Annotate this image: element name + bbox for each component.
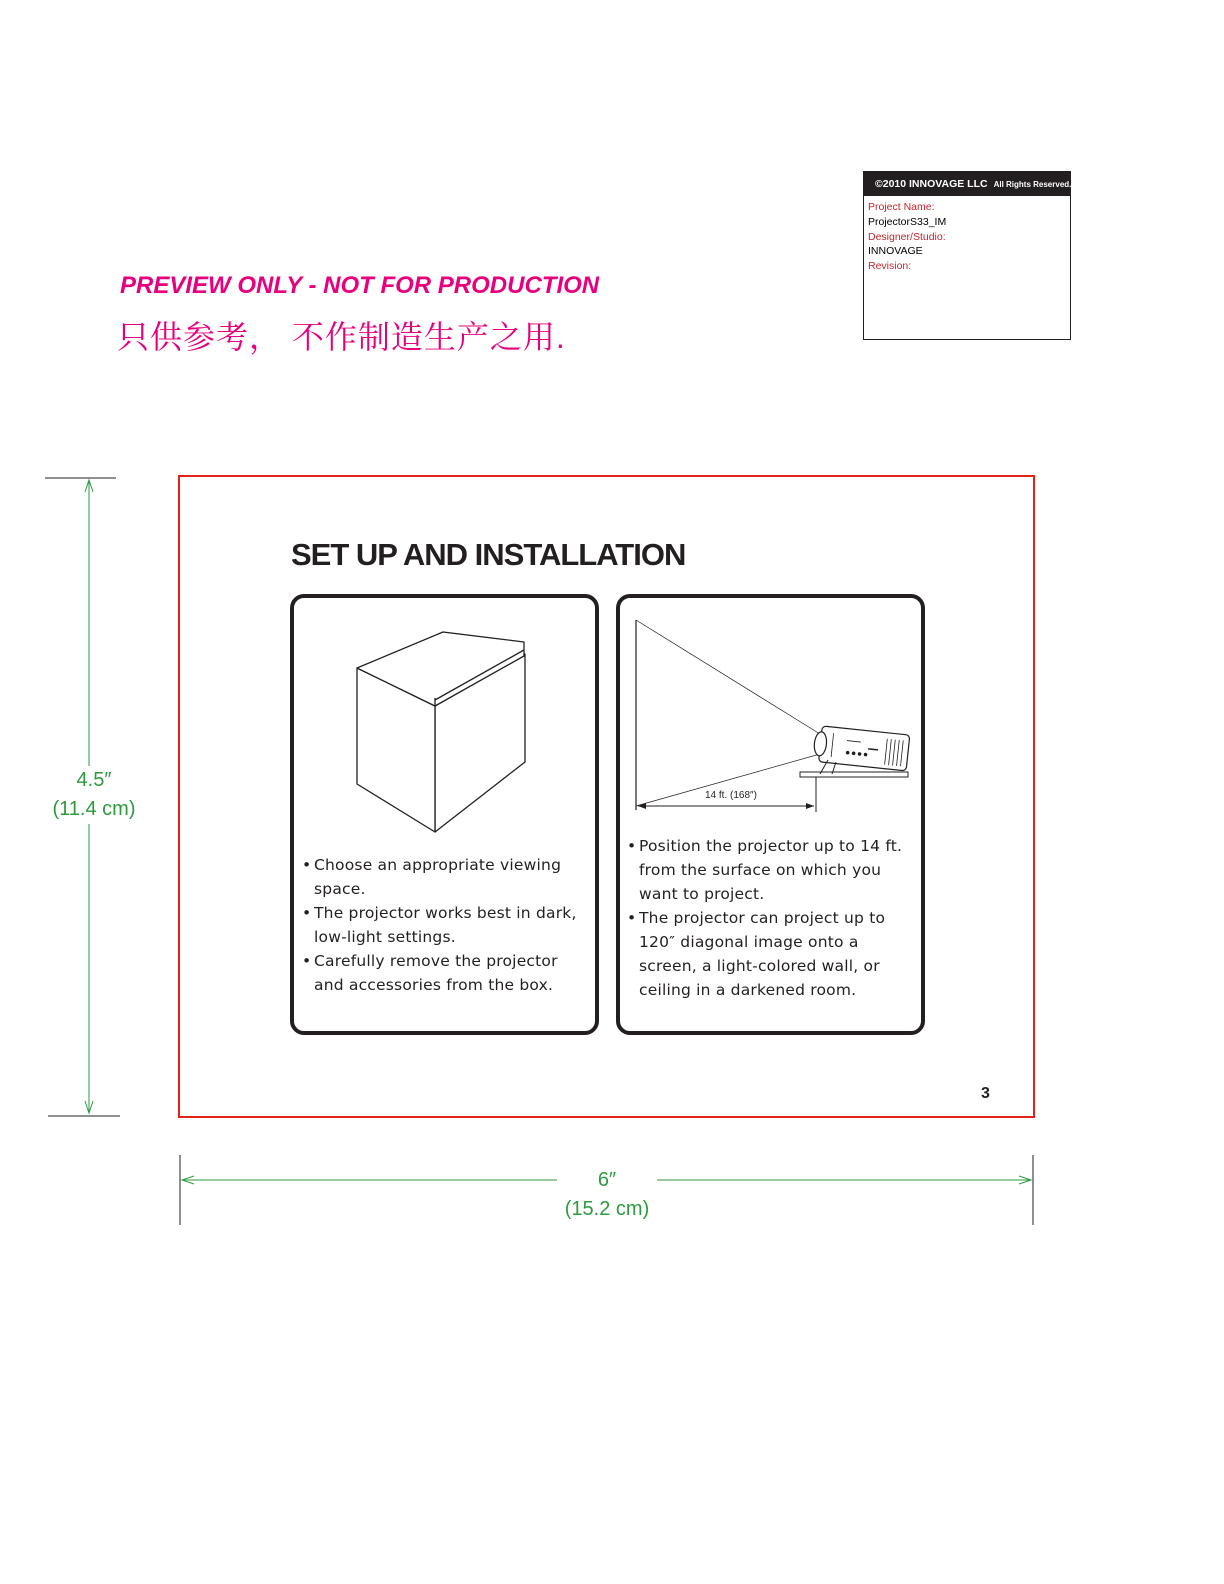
info-box-header bbox=[864, 172, 1070, 196]
revision-label: Revision: bbox=[868, 260, 912, 273]
page-number: 3 bbox=[981, 1085, 990, 1102]
height-inches: 4.5″ bbox=[76, 769, 112, 791]
designer-label: Designer/Studio: bbox=[868, 230, 946, 243]
projection-diagram bbox=[620, 612, 920, 812]
left-bullet-3: • Carefully remove the projector and accessories from the box. bbox=[302, 949, 592, 997]
project-name-label: Project Name: bbox=[868, 201, 935, 213]
right-bullet-1: • Position the projector up to 14 ft. from the surface on which you want to project. bbox=[627, 834, 919, 906]
width-inches: 6″ bbox=[597, 1169, 617, 1191]
preview-warning-chinese: 只供参考， 不作制造生产之用. bbox=[117, 319, 566, 355]
distance-label: 14 ft. (168″) bbox=[705, 790, 757, 801]
project-info-box bbox=[863, 171, 1071, 340]
right-bullet-2: • The projector can project up to 120″ diagonal image onto a screen, a light-colored wall, or ceiling in a darkened room. bbox=[627, 906, 919, 1002]
width-cm: (15.2 cm) bbox=[564, 1198, 650, 1220]
rights-text: All Rights Reserved. bbox=[993, 180, 1072, 189]
copyright-text: ©2010 INNOVAGE LLC bbox=[875, 178, 988, 190]
designer-value: INNOVAGE bbox=[868, 245, 923, 258]
left-bullet-list bbox=[302, 853, 592, 997]
preview-warning-english: PREVIEW ONLY - NOT FOR PRODUCTION bbox=[120, 272, 600, 299]
right-bullet-list bbox=[627, 834, 919, 1002]
page-title: SET UP AND INSTALLATION bbox=[291, 537, 686, 572]
box-illustration bbox=[345, 622, 545, 842]
project-name-value: ProjectorS33_IM bbox=[868, 215, 947, 228]
left-bullet-2: • The projector works best in dark, low-light settings. bbox=[302, 901, 592, 949]
height-dimension-label bbox=[46, 766, 142, 824]
left-bullet-1: • Choose an appropriate viewing space. bbox=[302, 853, 592, 901]
height-cm: (11.4 cm) bbox=[52, 798, 136, 820]
width-dimension-label bbox=[557, 1166, 657, 1224]
